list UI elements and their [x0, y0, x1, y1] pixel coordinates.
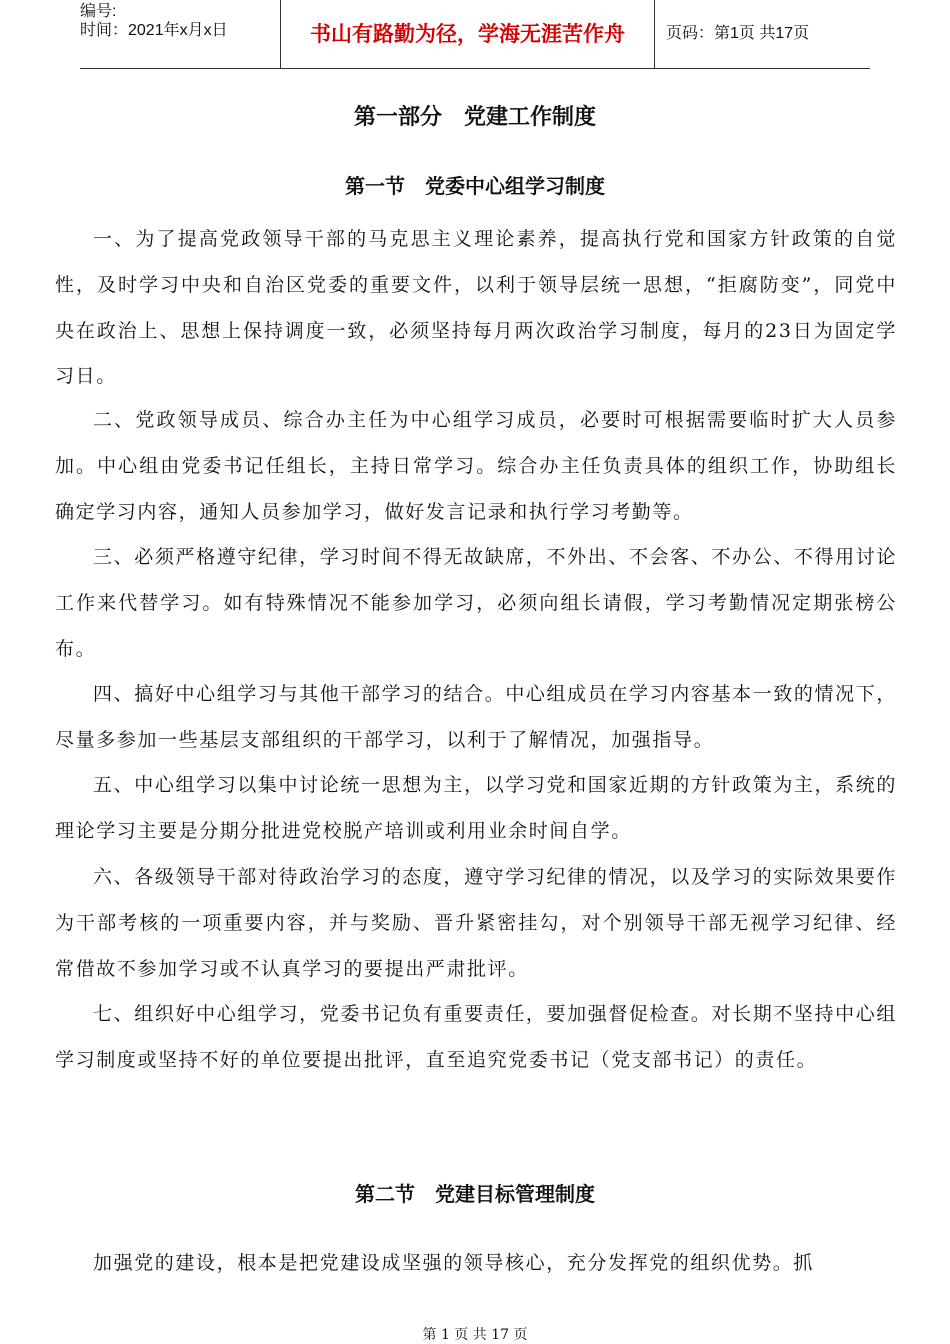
header-page-info: 页码：第1页 共17页 [666, 25, 810, 42]
part-title: 第一部分 党建工作制度 [353, 105, 596, 130]
header-meta [80, 0, 280, 70]
page-footer: 第 1 页 共 17 页 [422, 1327, 528, 1343]
document-number-label: 编号: [80, 3, 117, 20]
paragraph: 六、各级领导干部对待政治学习的态度，遵守学习纪律的情况，以及学习的实际效果要作为干部考核的一项重要内容，并与奖励、晋升紧密挂勾，对个别领导干部无视学习纪律、经常借故不参加学习或不认真学习的要提出严肃批评。 [55, 866, 897, 980]
paragraph: 五、中心组学习以集中讨论统一思想为主，以学习党和国家近期的方针政策为主，系统的理论学习主要是分期分批进党校脱产培训或利用业余时间自学。 [55, 774, 897, 842]
document-date: 时间：2021年x月x日 [80, 22, 228, 39]
paragraph: 二、党政领导成员、综合办主任为中心组学习成员，必要时可根据需要临时扩大人员参加。中心组由党委书记任组长，主持日常学习。综合办主任负责具体的组织工作，协助组长确定学习内容，通知人员参加学习，做好发言记录和执行学习考勤等。 [55, 409, 897, 523]
paragraph: 四、搞好中心组学习与其他干部学习的结合。中心组成员在学习内容基本一致的情况下，尽量多参加一些基层支部组织的干部学习，以利于了解情况，加强指导。 [55, 683, 897, 751]
paragraph: 加强党的建设，根本是把党建设成坚强的领导核心，充分发挥党的组织优势。抓 [93, 1252, 815, 1274]
header-motto: 书山有路勤为径，学海无涯苦作舟 [280, 0, 655, 68]
paragraph: 七、组织好中心组学习，党委书记负有重要责任，要加强督促检查。对长期不坚持中心组学习制度或坚持不好的单位要提出批评，直至追究党委书记（党支部书记）的责任。 [55, 1003, 897, 1071]
page-header [80, 0, 870, 69]
section-title: 第一节 党委中心组学习制度 [345, 174, 605, 198]
section-title: 第二节 党建目标管理制度 [355, 1182, 595, 1206]
paragraph: 一、为了提高党政领导干部的马克思主义理论素养，提高执行党和国家方针政策的自觉性，及时学习中央和自治区党委的重要文件，以利于领导层统一思想，“拒腐防变”，同党中央在政治上、思想上保持调度一致，必须坚持每月两次政治学习制度，每月的23日为固定学习日。 [55, 228, 897, 388]
paragraph: 三、必须严格遵守纪律，学习时间不得无故缺席，不外出、不会客、不办公、不得用讨论工作来代替学习。如有特殊情况不能参加学习，必须向组长请假，学习考勤情况定期张榜公布。 [55, 546, 897, 660]
